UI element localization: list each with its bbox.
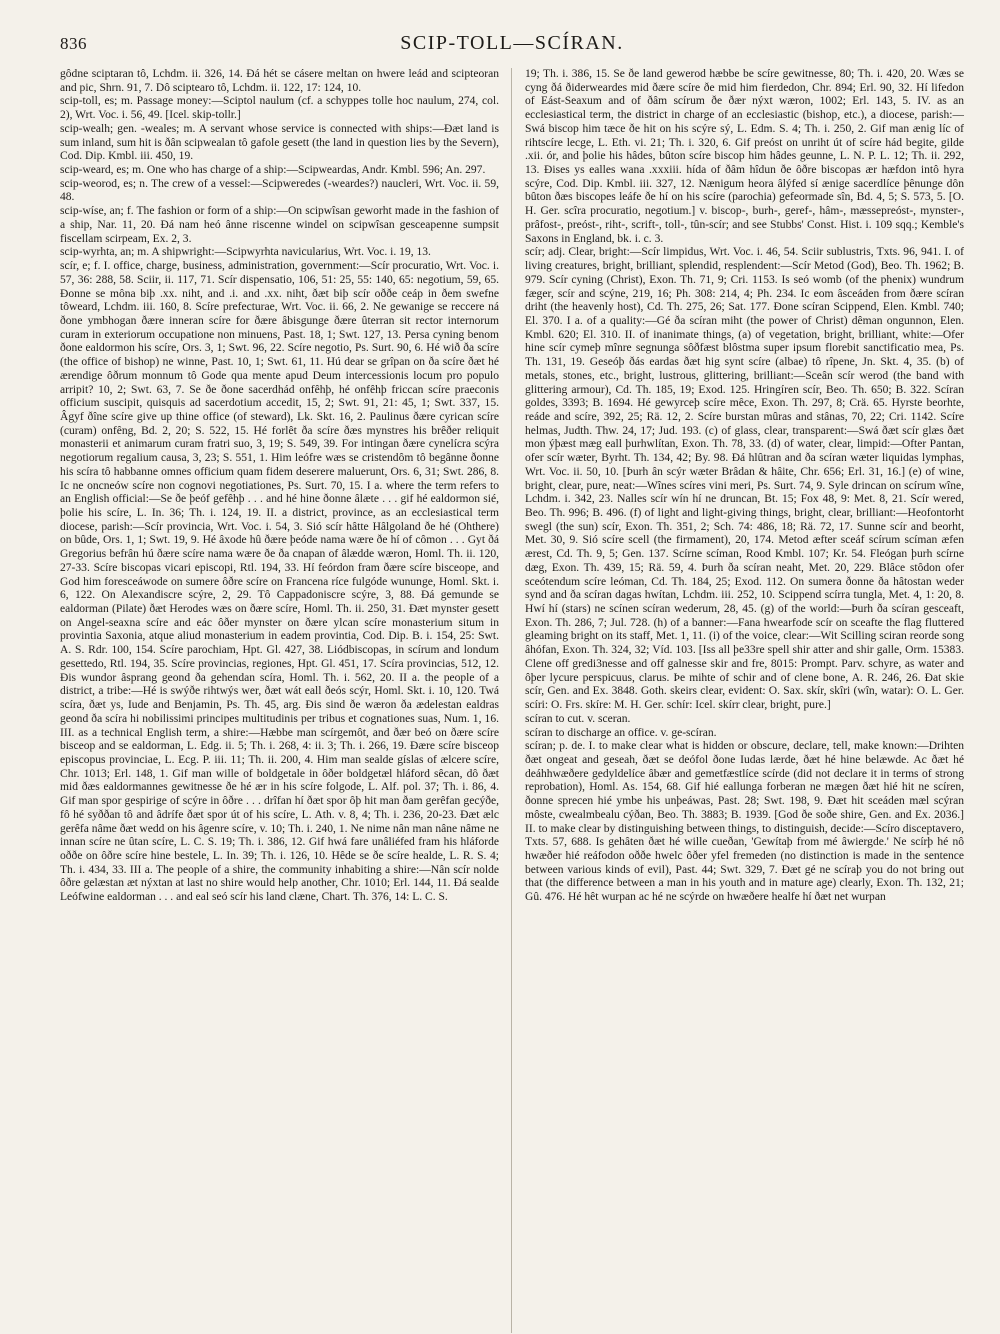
running-title: SCIP-TOLL—SCÍRAN.	[400, 32, 624, 54]
entry-paragraph: scír; adj. Clear, bright:—Scír limpidus, Wrt. Voc. i. 46, 54. Sciir sublustris, Txts. 96, 941. I. of living creatures, bright, brilliant, splendid, resplendent:—Scír Metod (God), Beo. Th. 1962; B. 979. Scír cyning (Christ), Exon. Th. 71, 9; Cri. 1153. Is seó womb (of the phenix) wundrum fæger, scír and scýne, 219, 16; Ph. 308: 214, 4; Ph. 234. Ic eom âsceáden from ðære scíran driht (the heavenly host), Cd. Th. 275, 26; Sat. 177. Ðone scíran Scippend, Elen. Kmbl. 740; El. 370. I a. of a quality:—Gé ða scíran miht (the power of Christ) dêman ongunnon, Elen. Kmbl. 620; El. 310. II. of inanimate things, (a) of vegetation, bright, brilliant, white:—Ofer hine scír cymeþ mînre segnunga sôðfæst blôstma super ipsum florebit sanctificatio mea, Ps. Th. 131, 19. Geseóþ ðás eardas ðæt hig synt scíre (albae) tô rîpene, Jn. Skt. 4, 35. (b) of metals, stones, etc., bright, lustrous, glittering, brilliant:—Sceân scír werod (the band with glittering armour), Cd. Th. 185, 19; Exod. 125. Hringíren scír, Beo. Th. 650; B. 322. Scíran goldes, 3393; B. 1694. Hé gewyrceþ scíre mêce, Exon. Th. 297, 8; Crä. 65. Hyrste beorhte, reáde and scíre, 392, 25; Rä. 12, 2. Scíre burstan mûras and stânas, 70, 22; Cri. 1142. Scíre helmas, Judth. Thw. 24, 17; Jud. 193. (c) of glass, clear, transparent:—Swá ðæt scír glæs ðæt mon ýþæst mæg eall þurhwlítan, Exon. Th. 78, 33. (d) of water, clear, limpid:—Ofter Pantan, ofer scír wæter, Byrht. Th. 134, 42; By. 98. Ðá hlûtran and ða scíran wæter liquidas lymphas, Wrt. Voc. ii. 50, 10. [Þurh ân scýr wæter Brâdan & hâite, Chr. 656; Erl. 31, 16.] (e) of wine, bright, clear, pure, neat:—Wînes scíres vini meri, Ps. Surt. 74, 9. Syle drincan on scírum wîne, Lchdm. i. 342, 23. Nalles scír wín hí ne druncan, Bt. 15; Fox 48, 9: Met. 8, 21. Scír wered, Beo. Th. 996; B. 496. (f) of light and light-giving things, bright, clear, brilliant:—Heofontorht swegl (the sun) scír, Exon. Th. 351, 2; Sch. 74: 486, 18; Rä. 72, 17. Sunne scír and beorht, Met. 30, 9. Sió scíre scell (the firmament), 20, 174. Metod æfter sceáf scírum scíman æfen ærest, Cd. Th. 9, 5; Gen. 137. Scírne scíman, Rood Kmbl. 107; Kr. 54. Fleógan þurh scírne dæg, Exon. Th. 439, 15; Rä. 59, 4. Þurh ða scíran neaht, Met. 20, 229. Blâce stôdon ofer sceótendum scíre leóman, Cd. Th. 184, 25; Exod. 112. On sumera ðonne ða hâtostan weder synd and ða scíran dagas hwítan, Lchdm. iii. 252, 10. Scippend scírra tungla, Met. 4, 1: 20, 8. Hwí hí (stars) ne scínen scíran wederum, 28, 45. (g) of the world:—Þurh ða scíran gesceaft, Exon. Th. 286, 7; Jul. 728. (h) of a banner:—Fana hwearfode scír on sceafte the flag fluttered gleaming bright on its staff, Met. 1, 11. (i) of the voice, clear:—Wit Scilling sciran reorde song âhófan, Exon. Th. 324, 32; Víd. 103. [Iss all þe33re spell shir atter and shir galle, Orm. 15383. Clene off gredi3nesse and off galnesse skir and fre, 8015: Prompt. Parv. schyre, as water and ôþer lycure perspicuus, clarus. Þe mihte of schir and of clene bone, A. R. 246, 26. Ðat skie scír, Gen. and Ex. 3848. Goth. skeirs clear, evident: O. Sax. skír, skîri (wîn, watar): O. L. Ger. scíri: O. Frs. skíre: M. H. Ger. schír: Icel. skírr clear, bright, pure.]	[525, 246, 964, 712]
entry-paragraph: scíran to cut. v. sceran.	[525, 712, 631, 725]
entry-paragraph: scip-wealh; gen. -weales; m. A servant whose service is connected with ships:—Ðæt land is sum inland, sum hit is ðân scipwealan tô gafole gesett (the land in question lies by the Severn), Cod. Dip. Kmbl. iii. 450, 19.	[60, 122, 499, 163]
left-column	[60, 68, 499, 1333]
entry-paragraph: scip-toll, es; m. Passage money:—Sciptol naulum (cf. a schyppes tolle hoc naulum, 274, col. 2), Wrt. Voc. i. 56, 49. [Icel. skip-tollr.]	[60, 95, 499, 122]
entry-paragraph: scip-wíse, an; f. The fashion or form of a ship:—On scipwîsan geworht made in the fashion of a ship, Nar. 11, 20. Ðá nam heó ânne riscenne windel on scipwîsan gesceapenne sumpsit fiscellam scirpeam, Ex. 2, 3.	[60, 205, 499, 245]
entry-paragraph: scíran to discharge an office. v. ge-scíran.	[525, 726, 717, 739]
entry-paragraph: scír, e; f. I. office, charge, business, administration, government:—Scír procuratio, Wrt. Voc. i. 57, 36: 288, 58. Sciir, ii. 117, 71. Scír dispensatio, 106, 51: 25, 55: 140, 65: negotium, 59, 65. Ðonne se môna biþ .xx. niht, and .i. and .xx. niht, ðæt biþ scír oððe ceáp in ðem swefne tôweard, Lchdm. iii. 160, 8. Scíre prefecturae, Wrt. Voc. ii. 66, 2. Ne gewanige se reccere ná ðone ymbhogan ðære inneran scíre for ðære âbisgunge ðære ûterran sit rector internorum curam in exteriorum occupatione non minuens, Past. 18, 1; Swt. 127, 13. Persa cyning benom ðone ealdormon his scíre, Ors. 3, 1; Swt. 96, 22. Scíre negotio, Ps. Surt. 90, 6. Hé wið ða scíre (the office of bishop) ne winne, Past. 10, 1; Swt. 61, 11. Hú dear se grîpan on ða scíre ðæt hé ærendige ôðrum monnum tô Gode qua mente apud Deum intercessionis locum pro populo arripit? 10, 2; Swt. 63, 7. Se ðe ðone sacerdhád onfêhþ, hé onfêhþ friccan scíre praeconis officium suscipit, quisquis ad sacerdotium accedit, 15, 2; Swt. 91, 21: 45, 1; Swt. 337, 15. Âgyf ðîne scíre give up thine office (of steward), Lk. Skt. 16, 2. Paulinus ðære cyrican scíre (curam) onfêng, Bd. 2, 20; S. 522, 15. Hé forlêt ða scíre ðæs mynstres his brêðer reliquit monasterii et animarum curam fratri suo, 3, 19; S. 549, 39. For intingan ðære cynelícra scýra negotiorum regalium causa, 3, 23; S. 551, 1. Him leófre wæs se cristendôm tô begânne ðonne his scíra tô habbanne omnes officium quam fidem deserere maluerunt, Ors. 6, 31; Swt. 286, 8. Ic ne oncneów scíre non cognovi negotiationes, Ps. Surt. 70, 15. I a. where the term refers to an English official:—Se ðe þeóf gefêhþ . . . and hé hine ðonne âlæte . . . gif hé ealdormon sié, þolie his scíre, L. In. 36; Th. i. 124, 19. II. a district, province, as an ecclesiastical term diocese, parish:—Scír provincia, Wrt. Voc. i. 54, 3. Sió scír hâtte Hâlgoland ðe hé (Ohthere) on bûde, Ors. 1, 1; Swt. 19, 9. Hé âxode hû ðære þeóde nama wære ðe hí of cômon . . . Gyt ðá Gregorius befrân hú ðære scíre nama wære ðe ða cnapan of âlædde wæron, Homl. Th. ii. 120, 27-33. Scíre biscopas vicari episcopi, Rtl. 194, 33. Hí feórdon fram ðære scíre bisceope, and God him foresceáwode on sumere ôðre scíre on Francena ríce fulgóde wununge, Homl. Skt. i. 6, 122. On Alexandiscre scýre, 2, 29. Tô Cappadoniscre scýre, 3, 88. Ðá gemunde se ealdorman (Pilate) ðæt Herodes wæs on ðære scíre, Homl. Th. ii. 250, 31. Ðæt mynster gesett on Angel-seaxna scíre and eác ôðer mynster on ðære ylcan scíre monasterium situm in provintia Saxonia, atque aliud monasterium in eadem provintia, Cod. Dip. B. i. 154, 25: Swt. A. S. Rdr. 100, 154. Scíre parochiam, Hpt. Gl. 427, 38. Liódbiscopas, in scírum and londum gesettedo, Rtl. 194, 35. Scíre provincias, regiones, Hpt. Gl. 451, 17. Scíra provincias, 512, 12. Ðis wundor âsprang geond ða gehendan scíra, Homl. Th. i. 562, 20. II a. the people of a district, a tribe:—Hé is swýðe rihtwýs wer, ðæt wát eall ðeós scýr, Homl. Skt. i. 10, 120. Twá scíra, ðæt ys, Iude and Benjamin, Ps. Th. 45, arg. Ðis sind ðe wæron ða ædelestan ealdras geond ða scíra hi nobilissimi principes multitudinis per tribus et cognationes suas, Num. 1, 16. III. as a technical English term, a shire:—Hæbbe man scírgemôt, and ðær beó on ðære scíre bisceop and se ealdorman, L. Edg. ii. 5; Th. i. 268, 4: ii. 3; Th. i. 266, 19. Ðære scíre bisceop episcopus provinciae, L. Ecg. P. iii. 11; Th. ii. 200, 4. Him man sealde gíslas of ælcere scíre, Chr. 1013; Erl. 148, 1. Gif man wille of boldgetale in ôðer boldgetæl hláford sêcan, dô ðæt mid ðæs ealdormannes gewitnesse ðe hé ær in his scíre folgode, L. Alf. pol. 37; Th. i. 86, 4. Gif man spor gespirige of scýre in ôðre . . . drîfan hí ðæt spor ôþ hit man ðam gerêfan gecýðe, fô hé syððan tô and âdrífe ðæt spor út of his scíre, L. Ath. v. 8, 4; Th. i. 236, 20-23. Ðæt ælc gerêfa nâme ðæt wedd on his âgenre scíre, v. 10; Th. i. 240, 1. Ne nime nân man nâne nâme ne innan scíre ne ûtan scíre, L. C. S. 19; Th. i. 386, 12. Gif hwá fare unâliéfed fram his hláforde oððe on ôðre scíre hine bestele, L. In. 39; Th. i. 126, 10. Hêde se ðe scíre healde, L. R. S. 4; Th. i. 434, 33. III a. The people of a shire, the community inhabiting a shire:—Nân scír nolde ôðre gelæstan æt nýxtan at last no shire would help another, Chr. 1010; Erl. 144, 11. Ðá sealde Leófwine ealdorman . . . and eal seó scír his land clæne, Chart. Th. 376, 14: L. C. S.	[60, 260, 499, 904]
entry-paragraph: scip-wyrhta, an; m. A shipwright:—Scipwyrhta navicularius, Wrt. Voc. i. 19, 13.	[60, 246, 431, 259]
entry-paragraph: scíran; p. de. I. to make clear what is hidden or obscure, declare, tell, make known:—Drihten ðæt ongeat and geseah, ðæt se deófol ðone Iudas lærde, ðæt hé hine belæwde. Ac ðæt hé deáhhwæðere gedyldelíce âbær and gemetfæstlíce scírde (did not declare it in terms of strong reprobation), Homl. As. 154, 68. Gif hié eallunga forberan ne mægen ðæt hié hit ne scíren, ðonne sprecen hié ymbe his unþeáwas, Past. 28; Swt. 198, 9. Ðæt hit sceáden mæl scýran môste, cwealmbealu cýðan, Beo. Th. 3883; B. 1939. [God ðe soðe shire, Gen. and Ex. 2036.] II. to make clear by distinguishing between things, to distinguish, decide:—Scíro disceptavero, Txts. 57, 688. Is gehâten ðæt hé wille cueðan, 'Gewítaþ from mé âwiergde.' Ne scírþ hé nô hwæðer hié reáfodon oððe hwelc ôðer yfel fremeden (no distinction is made in the sentence between various kinds of evil), Past. 44; Swt. 329, 7. Ðæt gé ne scíraþ you do not bring out that (the difference between a man in his youth and in mature age) clearly, Exon. Th. 132, 21; Gû. 476. Hé hêt wurpan ac hé ne scýrde on hwæðere healfe hí ðæt net wurpan	[525, 740, 964, 904]
entry-paragraph: 19; Th. i. 386, 15. Se ðe land gewerod hæbbe be scíre gewitnesse, 80; Th. i. 420, 20. Wæs se cyng ðá ðiderweardes mid ðære scíre ðe mid him fierdedon, Chr. 894; Erl. 90, 32. Hí lifedon of Eást-Seaxum and of ðâm scírum ðe ðær nýxt wæron, 1002; Erl. 143, 5. IV. as an ecclesiastical term, the district in charge of an ecclesiastic (bishop, etc.), a diocese, parish:—Swá biscop him tæce ðe hit on his scýre sý, L. Edm. S. 4; Th. i. 250, 2. Gif man ænig líc of rihtscíre lecge, L. Eth. vi. 21; Th. i. 320, 6. Gif preóst on unriht út of scíre hád begite, gilde .xii. ór, and þolie his hâdes, bûton scíre biscop him hâdes geunne, L. N. P. L. 12; Th. ii. 292, 13. Ðises ys ealles wana .xxxiii. hída of ðâm hîdun ðe ôðre biscopas ær hæfdon intô hyra scýre, Cod. Dip. Kmbl. iii. 327, 12. Nænigum heora âlýfed sí ænige sacerdlíce þênunge dôn bûton ðæs biscopes leáfe ðe hí on his scíre (parochia) gefeormade sîn, Bd. 4, 5; S. 573, 5. [O. H. Ger. scîra procuratio, negotium.] v. biscop-, burh-, geref-, hâm-, mæssepreóst-, mynster-, prâfost-, preóst-, riht-, scrift-, toll-, tûn-scír; and see Stubbs' Const. Hist. i. 109 sqq.; Kemble's Saxons in England, bk. i. c. 3.	[525, 68, 964, 245]
two-column-body	[60, 68, 964, 1333]
right-column	[525, 68, 964, 1333]
page-number: 836	[60, 34, 87, 53]
entry-paragraph: gôdne sciptaran tô, Lchdm. ii. 326, 14. Ðá hét se cásere meltan on hwere leád and scipteoran and pic, Shrn. 91, 7. Dô sciptearo tô, Lchdm. ii. 122, 17: 124, 10.	[60, 68, 499, 94]
column-divider	[511, 68, 512, 1333]
entry-paragraph: scip-weard, es; m. One who has charge of a ship:—Scipweardas, Andr. Kmbl. 596; An. 297.	[60, 164, 486, 177]
entry-paragraph: scip-weorod, es; n. The crew of a vessel:—Scipweredes (-weardes?) naucleri, Wrt. Voc. ii. 59, 48.	[60, 177, 499, 204]
running-head	[60, 28, 964, 58]
